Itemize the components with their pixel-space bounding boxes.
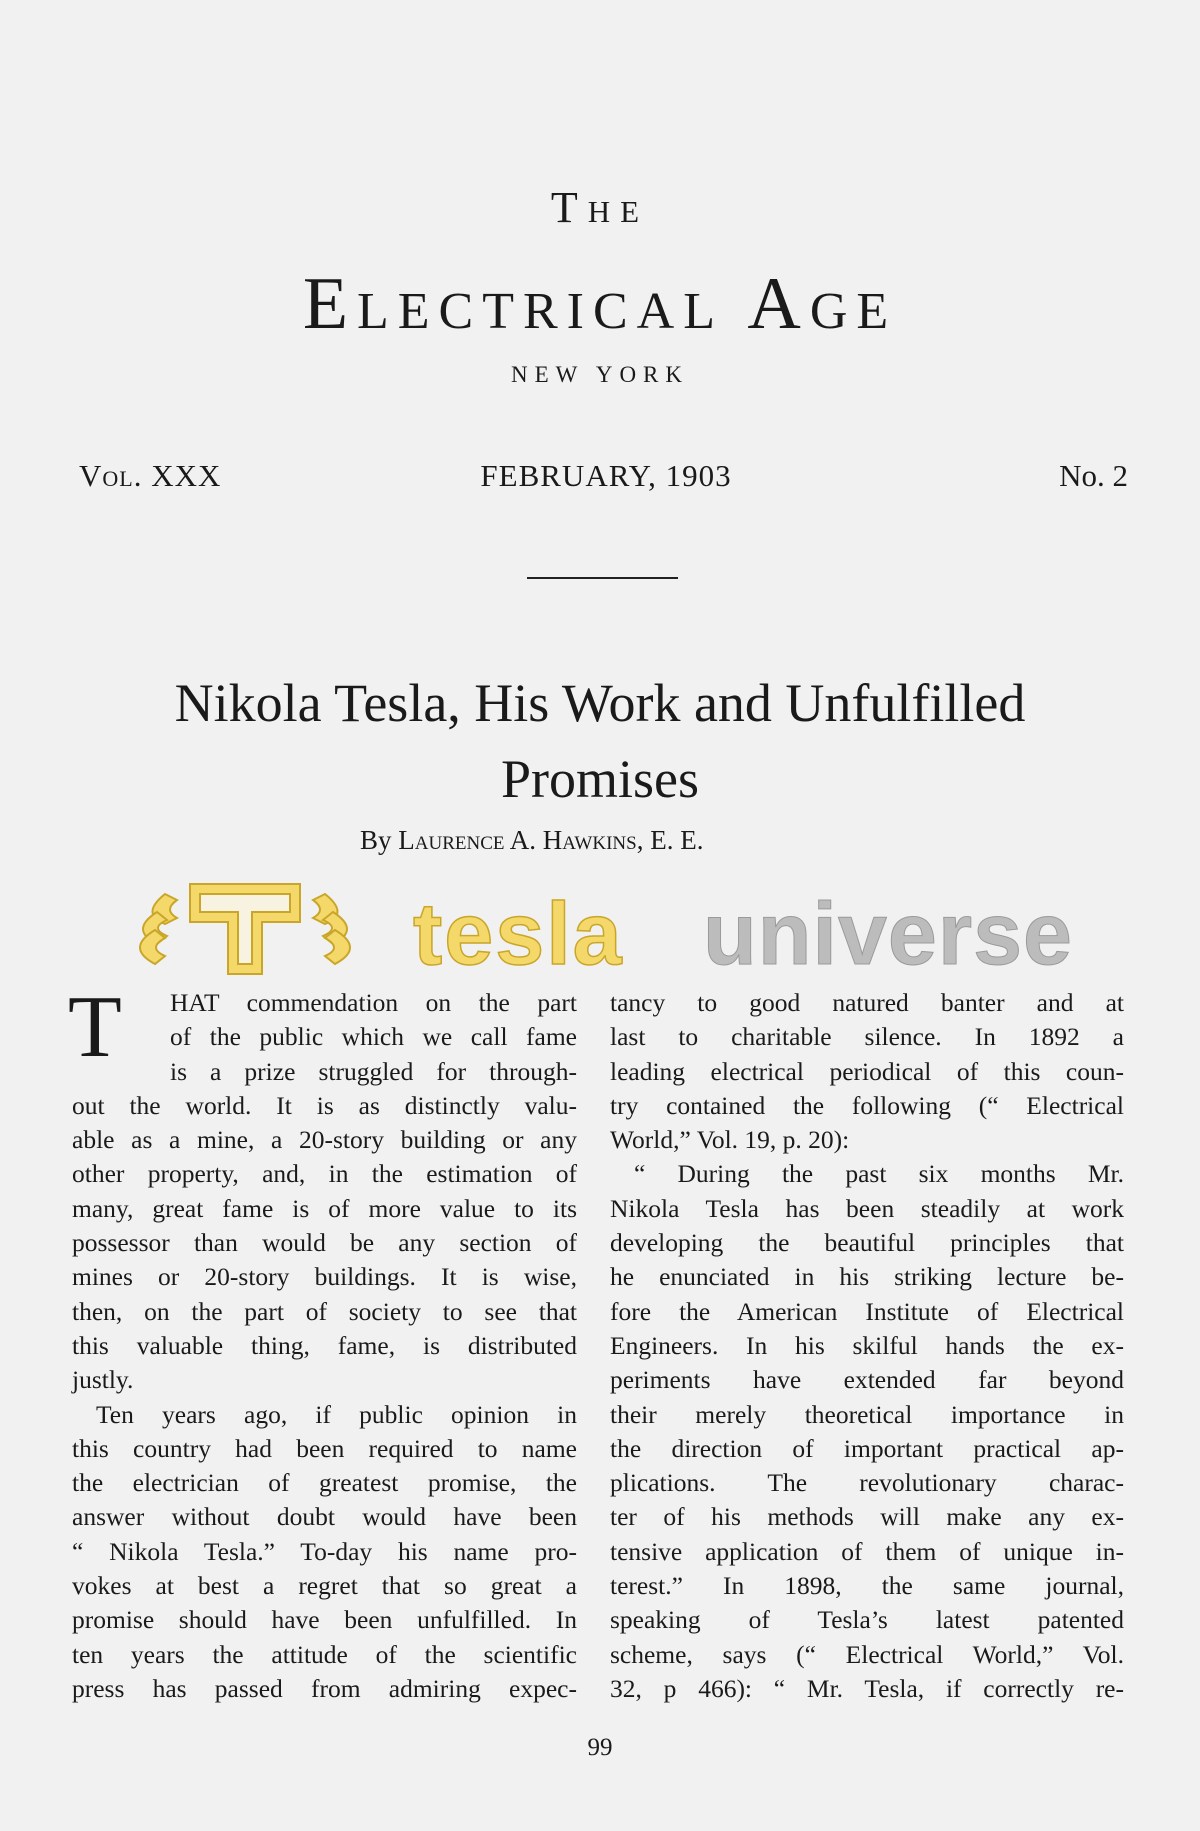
text-line: speaking of Tesla’s latest patented: [610, 1605, 1124, 1635]
text-line: answer without doubt would have been: [72, 1502, 577, 1532]
text-line: their merely theoretical importance in: [610, 1399, 1124, 1429]
page-number: 99: [587, 1734, 613, 1761]
text-line: other property, and, in the estimation of: [72, 1159, 577, 1189]
text-line: of the public which we call fame: [170, 1022, 577, 1052]
text-line: terest.” In 1898, the same journal,: [610, 1571, 1124, 1601]
text-line: plications. The revolutionary charac-: [610, 1468, 1124, 1498]
text-line: vokes at best a regret that so great a: [72, 1571, 577, 1601]
text-line: is a prize struggled for through-: [170, 1056, 577, 1086]
article-title-line-1: Nikola Tesla, His Work and Unfulfilled: [174, 673, 1026, 733]
text-line: out the world. It is as distinctly valu-: [72, 1090, 577, 1120]
text-line: HAT commendation on the part: [170, 988, 577, 1017]
text-line: try contained the following (“ Electrical: [610, 1090, 1124, 1120]
text-line: he enunciated in his striking lecture be-: [610, 1262, 1124, 1292]
watermark-word-tesla: tesla: [413, 884, 624, 976]
text-line: periments have extended far beyond: [610, 1365, 1124, 1395]
text-line: last to charitable silence. In 1892 a: [610, 1022, 1124, 1052]
text-line: Nikola Tesla has been steadily at work: [610, 1193, 1124, 1223]
tesla-universe-watermark-logo: [135, 864, 1075, 976]
text-line: World,” Vol. 19, p. 20):: [610, 1125, 850, 1155]
text-line: Engineers. In his skilful hands the ex-: [610, 1330, 1124, 1360]
text-line: “ During the past six months Mr.: [634, 1159, 1124, 1189]
text-line: developing the beautiful principles that: [610, 1228, 1124, 1258]
text-line: press has passed from admiring expec-: [72, 1673, 577, 1703]
text-line: 32, p 466): “ Mr. Tesla, if correctly re-: [610, 1673, 1124, 1703]
text-line: justly.: [72, 1365, 134, 1395]
divider-rule: [527, 577, 678, 579]
text-line: ten years the attitude of the scientific: [72, 1639, 577, 1669]
text-line: tensive application of them of unique in-: [610, 1536, 1124, 1566]
text-line: this valuable thing, fame, is distributed: [72, 1330, 577, 1360]
text-line: this country had been required to name: [72, 1433, 577, 1463]
volume-label: Vol. XXX: [79, 458, 222, 493]
issue-date: FEBRUARY, 1903: [480, 458, 732, 493]
byline: [360, 824, 703, 856]
article-title: [60, 665, 1140, 817]
article-column-left: [68, 979, 577, 1706]
tesla-coil-logo-icon: [140, 884, 350, 974]
text-line: promise should have been unfulfilled. In: [72, 1605, 577, 1635]
text-line: mines or 20-story buildings. It is wise,: [72, 1262, 577, 1292]
text-line: the electrician of greatest promise, the: [72, 1468, 577, 1498]
byline-by: By: [360, 825, 392, 855]
masthead-the: The: [550, 183, 650, 232]
text-line: able as a mine, a 20-story building or any: [72, 1125, 577, 1155]
issue-number: No. 2: [1059, 458, 1128, 493]
text-line: possessor than would be any section of: [72, 1228, 577, 1258]
watermark-word-universe: universe: [703, 884, 1073, 976]
text-line: ter of his methods will make any ex-: [610, 1502, 1124, 1532]
text-line: scheme, says (“ Electrical World,” Vol.: [610, 1639, 1124, 1669]
text-line: then, on the part of society to see that: [72, 1296, 577, 1326]
text-line: tancy to good natured banter and at: [610, 988, 1124, 1017]
text-line: many, great fame is of more value to its: [72, 1193, 577, 1223]
drop-cap: T: [68, 979, 122, 1076]
text-line: fore the American Institute of Electrical: [610, 1296, 1124, 1326]
article-column-right: [610, 986, 1124, 1706]
text-line: leading electrical periodical of this coun-: [610, 1056, 1124, 1086]
text-line: Ten years ago, if public opinion in: [96, 1399, 577, 1429]
text-line: the direction of important practical ap-: [610, 1433, 1124, 1463]
masthead-city: NEW YORK: [510, 362, 690, 387]
article-title-line-2: Promises: [500, 749, 700, 809]
text-line: “ Nikola Tesla.” To-day his name pro-: [72, 1536, 577, 1566]
magazine-title: Electrical Age: [302, 263, 898, 345]
byline-author: Laurence A. Hawkins, E. E.: [398, 825, 704, 855]
